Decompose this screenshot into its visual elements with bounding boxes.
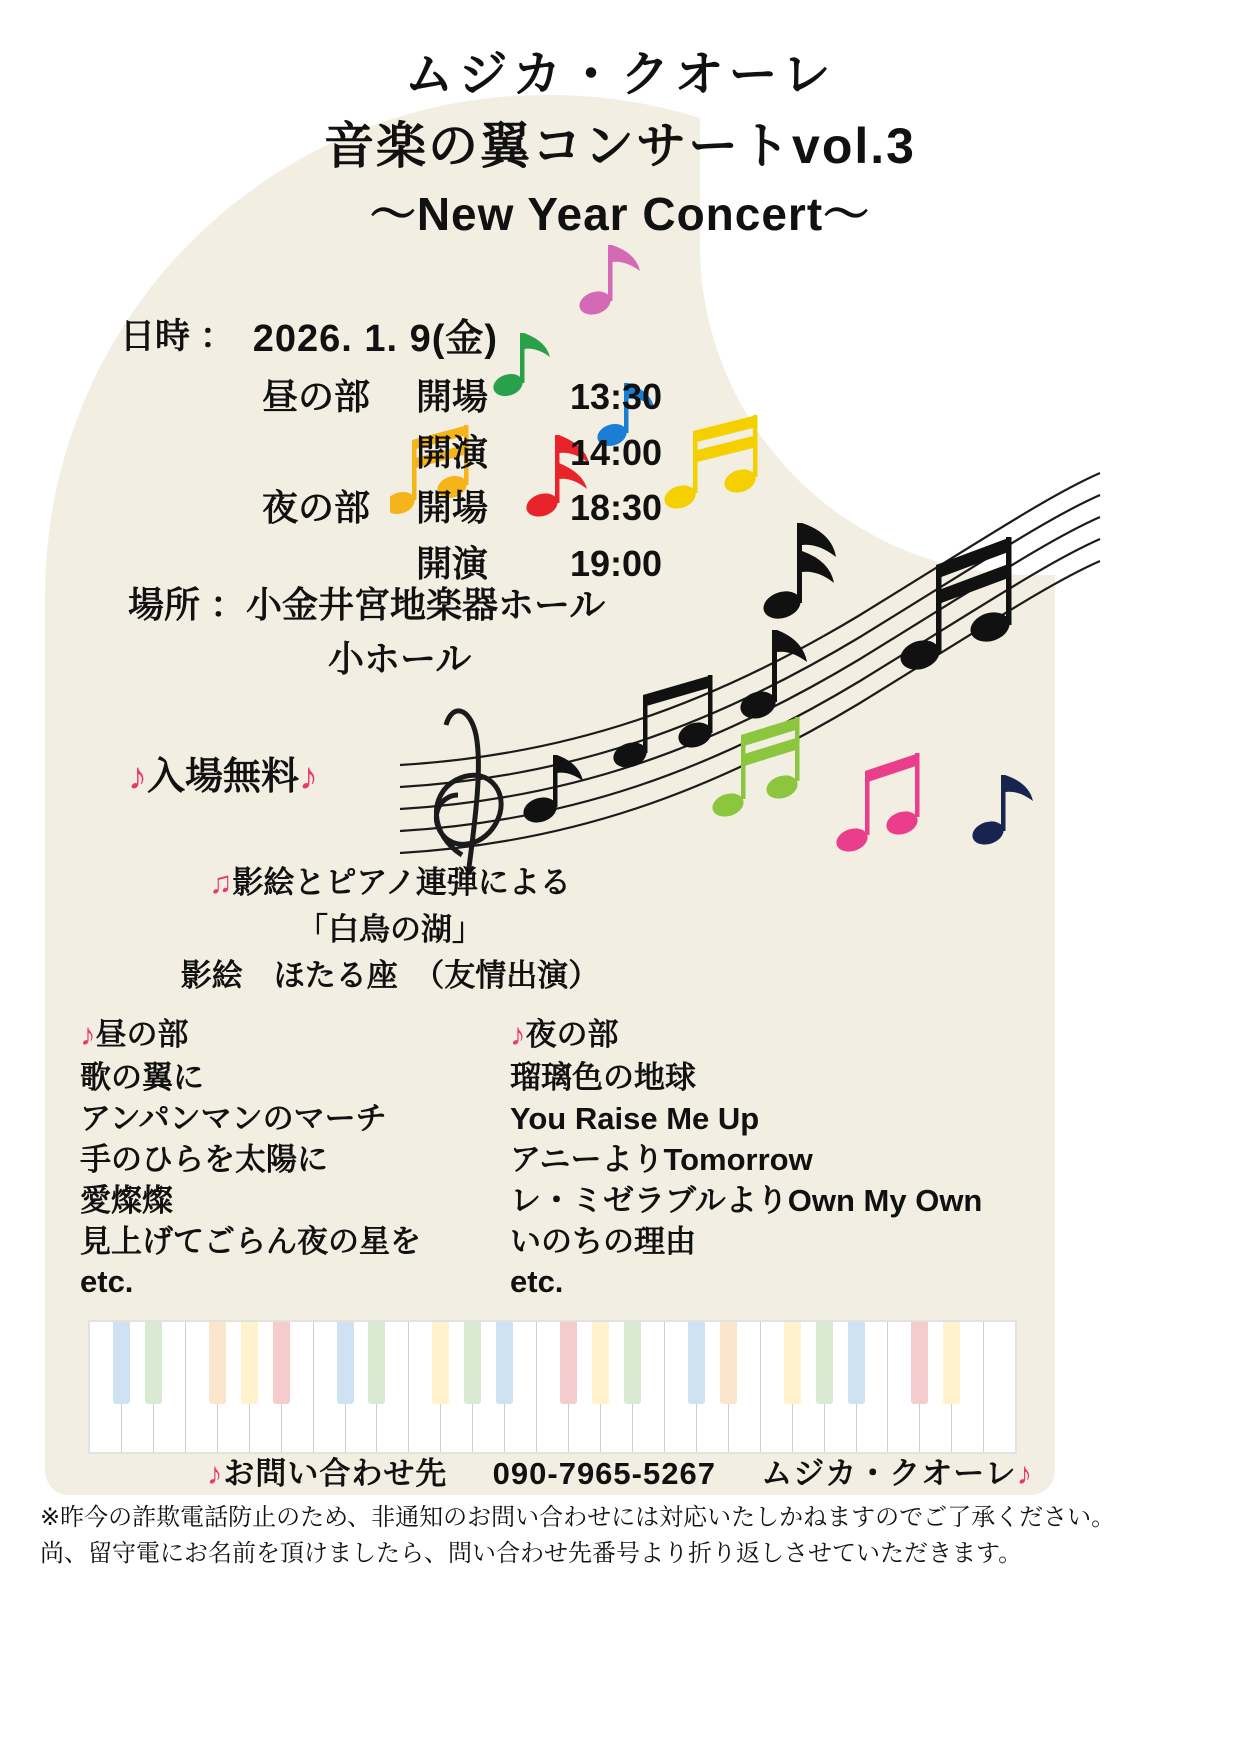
footer-note-2: 尚、留守電にお名前を頂けましたら、問い合わせ先番号より折り返しさせていただきます。 (40, 1540, 1023, 1567)
program-night-heading (510, 1015, 1110, 1056)
session-day-open-label: 開場 (416, 375, 489, 417)
contact-label: お問い合わせ先 (223, 1456, 448, 1491)
session-day-start-time: 14:00 (570, 431, 663, 473)
list-item: 手のひらを太陽に (80, 1141, 328, 1177)
session-night-name: 夜の部 (262, 487, 371, 529)
black-key (560, 1322, 577, 1404)
note-icon: ♪ (128, 756, 147, 798)
list-item: etc. (80, 1264, 134, 1300)
list-item: etc. (510, 1264, 564, 1300)
contact-phone: 090-7965-5267 (492, 1456, 716, 1491)
title-line-2: 音楽の翼コンサートvol.3 (324, 118, 916, 175)
black-key (209, 1322, 226, 1404)
white-key (409, 1322, 441, 1452)
black-key (624, 1322, 641, 1404)
session-night-open (262, 480, 690, 592)
black-key (816, 1322, 833, 1404)
contact-org: ムジカ・クオーレ (761, 1456, 1017, 1491)
black-key (145, 1322, 162, 1404)
session-day-name: 昼の部 (262, 375, 371, 417)
program-day-heading-text: 昼の部 (95, 1017, 189, 1052)
black-key (943, 1322, 960, 1404)
black-key (848, 1322, 865, 1404)
poster-title-block (0, 45, 1240, 245)
list-item: いのちの理由 (510, 1223, 696, 1259)
piano-keyboard (88, 1320, 1017, 1454)
session-day-open (262, 369, 690, 481)
guest-line-3: 影絵 ほたる座 （友情出演） (180, 958, 600, 993)
program-day-heading (80, 1015, 510, 1056)
black-key (368, 1322, 385, 1404)
schedule-label: 日時 ： (120, 317, 235, 356)
white-key (665, 1322, 697, 1452)
list-item: 愛燦燦 (80, 1182, 173, 1218)
white-key (186, 1322, 218, 1452)
black-key (592, 1322, 609, 1404)
black-key (784, 1322, 801, 1404)
session-day-open-time: 13:30 (570, 375, 663, 417)
white-key (984, 1322, 1015, 1452)
footer-note-1: ※昨今の詐欺電話防止のため、非通知のお問い合わせには対応いたしかねますのでご了承ください。 (40, 1504, 1116, 1531)
beamed-note-icon: ♫ (209, 865, 233, 900)
guest-line-2: 「白鳥の湖」 (297, 911, 483, 947)
title-line-3: 〜New Year Concert〜 (369, 188, 871, 241)
list-item: 瑠璃色の地球 (510, 1059, 696, 1095)
schedule-block (120, 310, 690, 592)
black-key (241, 1322, 258, 1404)
venue-block (128, 578, 605, 686)
white-key (314, 1322, 346, 1452)
note-icon-2: ♪ (299, 756, 319, 798)
list-item: レ・ミゼラブルよりOwn My Own (510, 1182, 983, 1218)
list-item: 見上げてごらん夜の星を (80, 1223, 421, 1259)
venue-name: 小金井宮地楽器ホール (246, 584, 606, 625)
program-lists (80, 1015, 1140, 1303)
footer-notes (40, 1500, 1210, 1572)
list-item: アニーよりTomorrow (510, 1141, 813, 1177)
title-line-1: ムジカ・クオーレ (404, 48, 836, 102)
program-night-column (510, 1015, 1110, 1303)
list-item: You Raise Me Up (510, 1100, 760, 1136)
venue-line-1 (128, 578, 605, 632)
session-night-open-label: 開場 (416, 487, 489, 529)
note-icon-day: ♪ (80, 1017, 96, 1052)
admission-text: 入場無料 (147, 756, 300, 798)
white-key (537, 1322, 569, 1452)
admission-block (128, 745, 318, 800)
schedule-date-row (120, 310, 690, 369)
note-icon-night: ♪ (510, 1017, 526, 1052)
guest-line-1-text: 影絵とピアノ連弾による (232, 865, 571, 900)
venue-line-2: 小ホール (328, 638, 472, 679)
note-icon-contact-left: ♪ (206, 1456, 224, 1491)
program-day-column (80, 1015, 510, 1303)
program-night-heading-text: 夜の部 (525, 1017, 619, 1052)
session-night-start-time: 19:00 (570, 543, 663, 585)
black-key (337, 1322, 354, 1404)
white-key (761, 1322, 793, 1452)
white-key (90, 1322, 122, 1452)
session-night-start-label: 開演 (416, 543, 489, 585)
contact-line (0, 1448, 1240, 1493)
venue-label: 場所 ： (128, 584, 247, 625)
list-item: アンパンマンのマーチ (80, 1100, 387, 1136)
black-key (496, 1322, 513, 1404)
session-night-open-time: 18:30 (570, 487, 663, 529)
black-key (113, 1322, 130, 1404)
black-key (911, 1322, 928, 1404)
black-key (273, 1322, 290, 1404)
note-icon-contact-right: ♪ (1016, 1456, 1034, 1491)
white-key (888, 1322, 920, 1452)
list-item: 歌の翼に (80, 1059, 204, 1095)
black-key (688, 1322, 705, 1404)
session-day-start-label: 開演 (416, 431, 489, 473)
schedule-date: 2026. 1. 9(金) (252, 318, 499, 360)
black-key (432, 1322, 449, 1404)
guest-program-block (0, 860, 780, 1000)
guest-line-1 (0, 860, 780, 907)
black-key (464, 1322, 481, 1404)
black-key (720, 1322, 737, 1404)
